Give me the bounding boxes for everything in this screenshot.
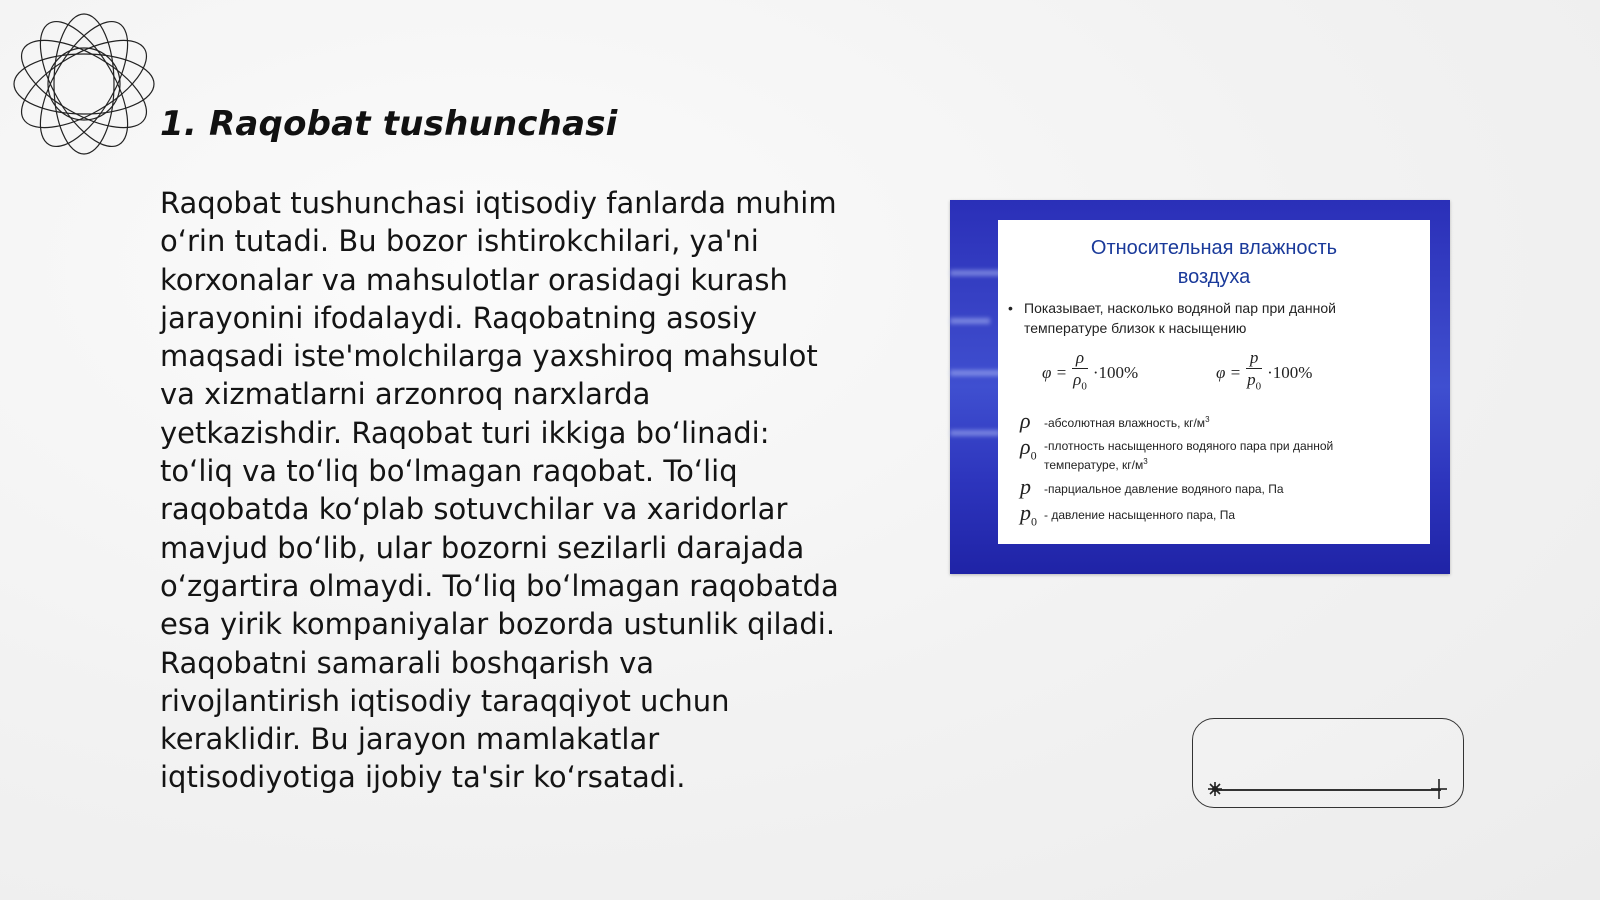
slide-title: 1. Raqobat tushunchasi (160, 104, 618, 144)
humidity-formula-pressure: φ = $\frac{p}{p_0}$ ·100% (1216, 348, 1313, 393)
embedded-slide-image (950, 200, 1450, 574)
humidity-formula-density: φ = $\frac{\rho}{\rho_0}$ ·100% (1042, 348, 1139, 393)
media-player[interactable] (1192, 718, 1464, 808)
slide-body-text: Raqobat tushunchasi iqtisodiy fanlarda muhim oʻrin tutadi. Bu bozor ishtirokchilari, ya'ni korxonalar va mahsulotlar orasidagi kurash jarayonini ifodalaydi. Raqobatning asosiy maqsadi iste'molchilarga yaxshiroq mahsulot va xizmatlarni arzonroq narxlarda yetkazishdir. Raqobat turi ikkiga boʻlinadi: toʻliq va toʻliq boʻlmagan raqobat. Toʻliq raqobatda koʻplab sotuvchilar va xaridorlar mavjud boʻlib, ular bozorni sezilarli darajada oʻzgartira olmaydi. Toʻliq boʻlmagan raqobatda esa yirik kompaniyalar bozorda ustunlik qiladi. Raqobatni samarali boshqarish va rivojlantirish iqtisodiy taraqqiyot uchun keraklidir. Bu jarayon mamlakatlar iqtisodiyotiga ijobiy ta'sir koʻrsatadi. (160, 186, 839, 795)
play-icon[interactable] (1205, 779, 1225, 799)
legend-row: p -парциальное давление водяного пара, Па (1020, 474, 1284, 499)
legend-row: $\rho_0$ -плотность насыщенного водяного пара при данной температуре, $кг/м^3$ (1020, 434, 1334, 472)
embedded-slide-content (998, 220, 1430, 544)
media-progress-track[interactable] (1215, 789, 1441, 791)
legend-row: $p_0$ - давление насыщенного пара, Па (1020, 500, 1235, 529)
legend-row: ρ -абсолютная влажность, $кг/м^3$ (1020, 408, 1210, 433)
embedded-slide-title: Относительная влажность воздуха (1090, 237, 1338, 288)
decorative-ornament-icon (10, 10, 158, 158)
embedded-slide-bullet: • Показывает, насколько водяной пар при данной температуре близок к насыщению (1008, 300, 1336, 336)
end-marker-icon (1429, 777, 1449, 801)
